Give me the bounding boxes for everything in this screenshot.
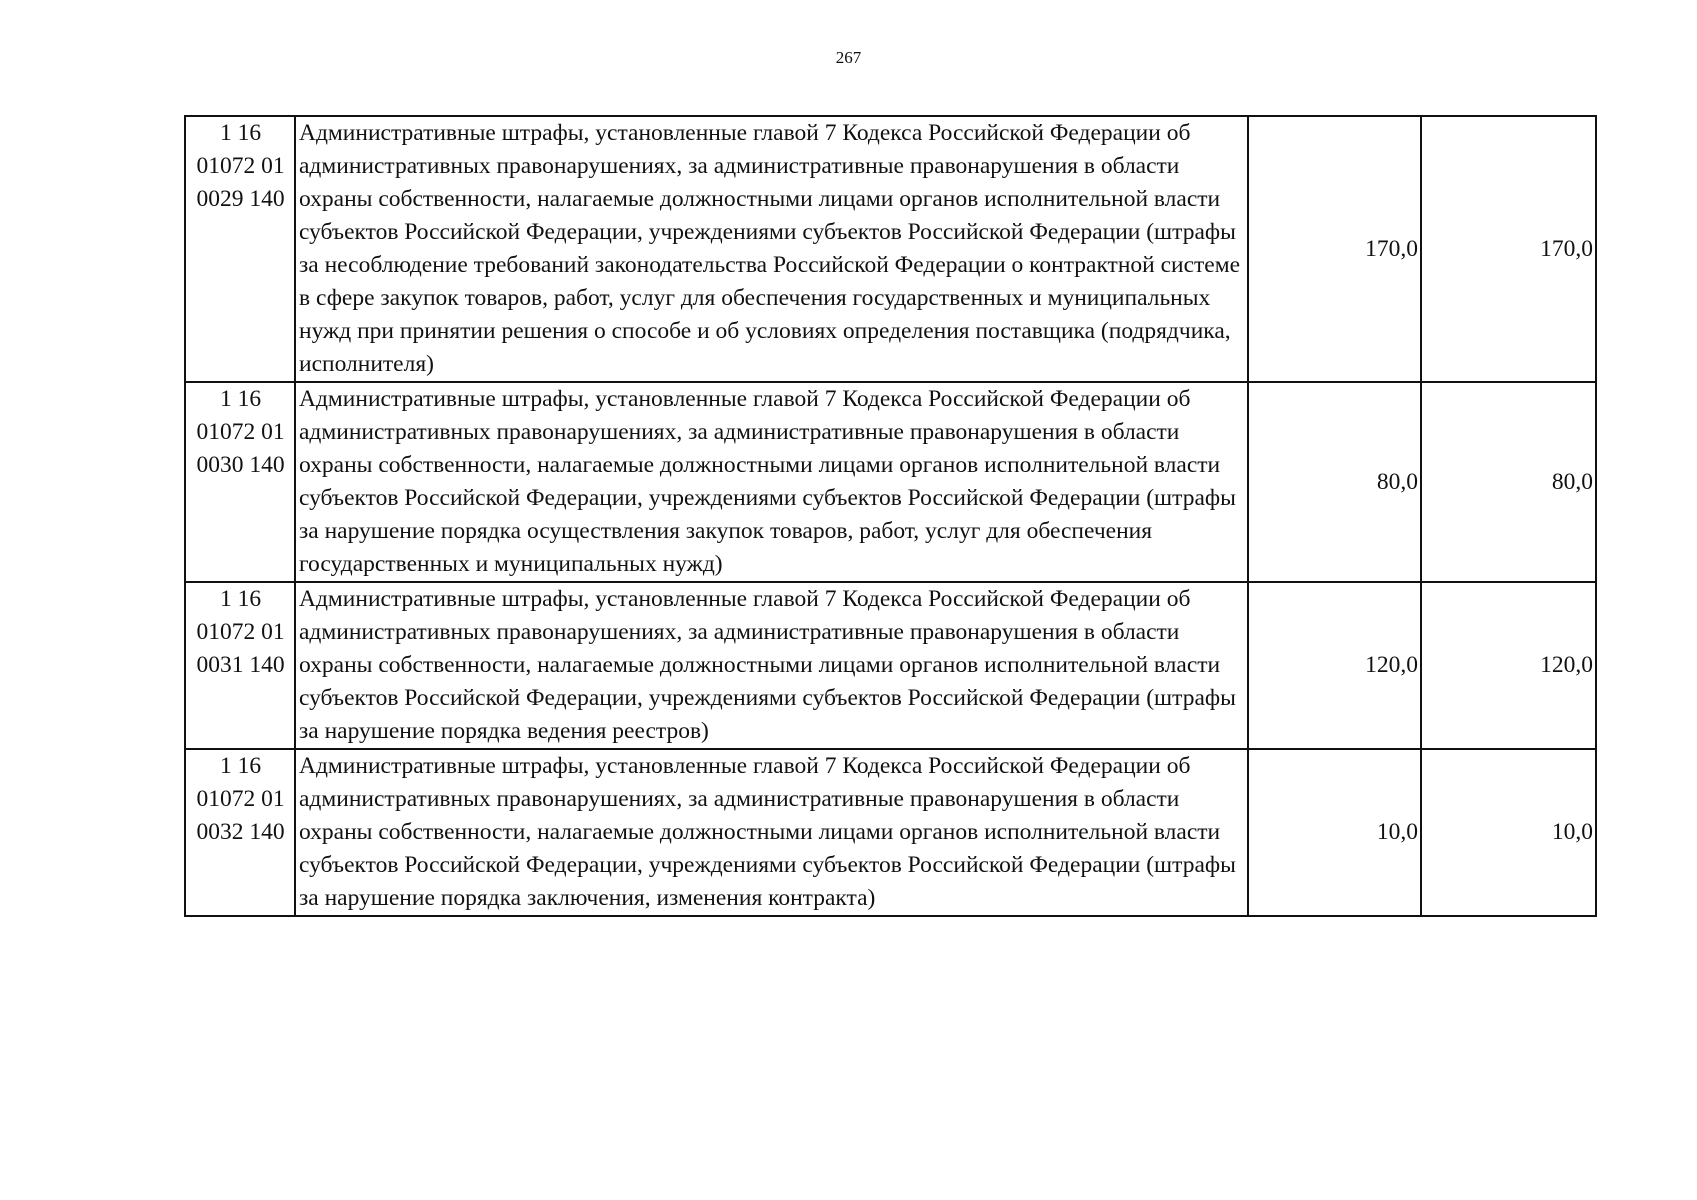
amount-cell-2: 120,0: [1421, 582, 1596, 749]
table-row: [185, 116, 1596, 382]
description-cell: Административные штрафы, установленные главой 7 Кодекса Российской Федерации об административных правонарушениях, за административные правонарушения в области охраны собственности, налагаемые должностными лицами органов исполнительной власти субъектов Российской Федерации, учреждениями субъектов Российской Федерации (штрафы за нарушение порядка осуществления закупок товаров, работ, услуг для обеспечения государственных и муниципальных нужд): [295, 382, 1248, 582]
amount-cell-1: 120,0: [1248, 582, 1421, 749]
amount-cell-2: 10,0: [1421, 749, 1596, 916]
description-cell: Административные штрафы, установленные главой 7 Кодекса Российской Федерации об административных правонарушениях, за административные правонарушения в области охраны собственности, налагаемые должностными лицами органов исполнительной власти субъектов Российской Федерации, учреждениями субъектов Российской Федерации (штрафы за нарушение порядка ведения реестров): [295, 582, 1248, 749]
amount-cell-2: 170,0: [1421, 116, 1596, 382]
budget-code-cell: 1 16 01072 01 0032 140: [185, 749, 295, 916]
amount-cell-1: 80,0: [1248, 382, 1421, 582]
page-number: 267: [835, 48, 862, 67]
table-row: [185, 382, 1596, 582]
description-cell: Административные штрафы, установленные главой 7 Кодекса Российской Федерации об административных правонарушениях, за административные правонарушения в области охраны собственности, налагаемые должностными лицами органов исполнительной власти субъектов Российской Федерации, учреждениями субъектов Российской Федерации (штрафы за нарушение порядка заключения, изменения контракта): [295, 749, 1248, 916]
budget-code-cell: 1 16 01072 01 0029 140: [185, 116, 295, 382]
description-cell: Административные штрафы, установленные главой 7 Кодекса Российской Федерации об административных правонарушениях, за административные правонарушения в области охраны собственности, налагаемые должностными лицами органов исполнительной власти субъектов Российской Федерации, учреждениями субъектов Российской Федерации (штрафы за несоблюдение требований законодательства Российской Федерации о контрактной системе в сфере закупок товаров, работ, услуг для обеспечения государственных и муниципальных нужд при принятии решения о способе и об условиях определения поставщика (подрядчика, исполнителя): [295, 116, 1248, 382]
table-row: [185, 749, 1596, 916]
amount-cell-1: 10,0: [1248, 749, 1421, 916]
amount-cell-1: 170,0: [1248, 116, 1421, 382]
table-row: [185, 582, 1596, 749]
budget-code-cell: 1 16 01072 01 0031 140: [185, 582, 295, 749]
amount-cell-2: 80,0: [1421, 382, 1596, 582]
budget-code-cell: 1 16 01072 01 0030 140: [185, 382, 295, 582]
budget-table: [184, 115, 1597, 917]
